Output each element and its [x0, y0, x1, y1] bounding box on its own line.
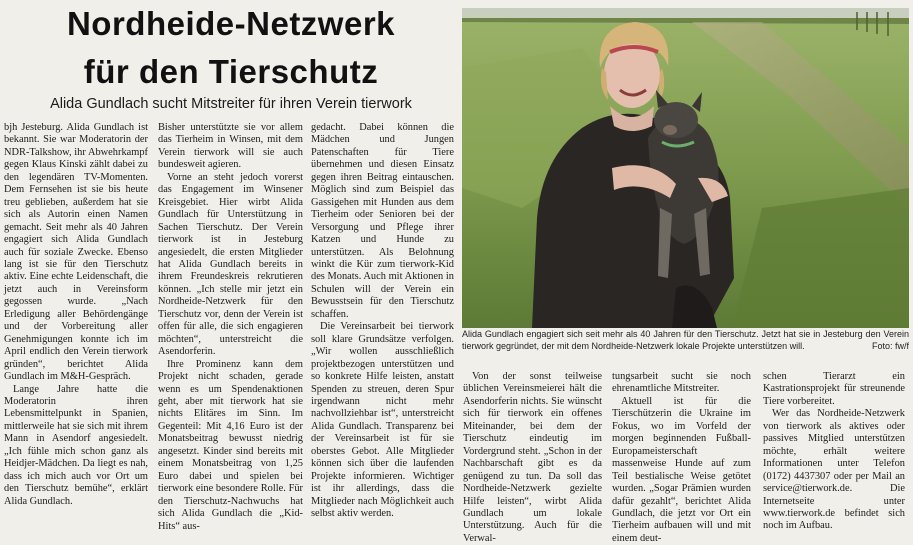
paragraph: Die Vereinsarbeit bei tierwork soll klare Grundsätze verfolgen. „Wir wollen ausschließlich projektbezogen unterstützen und so konkrete Hilfe leisten, anstatt Spenden zu streuen, deren Spur irgendwann nicht mehr nachvollziehbar ist“, unterstreicht Alida Gundlach. Transparenz bei der Vereinsarbeit ist für sie oberstes Gebot. Alle Mitglieder können sich über die laufenden Projekte informieren. Wichtiger ist ihr allerdings, dass die Mitglieder nach Möglichkeit auch selbst aktiv werden.: [311, 321, 454, 520]
photo-caption: [462, 329, 909, 352]
article-photo: [462, 8, 909, 328]
headline-line-1: Nordheide-Netzwerk: [66, 5, 396, 42]
paragraph: Bisher unterstützte sie vor allem das Tierheim in Winsen, mit dem Verein tierwork will sie auch bundesweit agieren.: [158, 122, 303, 171]
paragraph: Vorne an steht jedoch vorerst das Engagement im Winsener Kreisgebiet. Hier wirbt Alida Gundlach für Unterstützung in Sachen Tierschutz. Der Verein tierwork ist in Jesteburg angesiedelt, die ersten Mitglieder hat Alida Gundlach bereits in ihrem Freundeskreis rekrutieren können. „Ich stelle mir jetzt ein Nordheide-Netzwerk für den Tierschutz vor, denn der Verein ist offen für alle, die sich engagieren möchten“, unterstreicht die Asendorferin.: [158, 171, 303, 358]
photo-woman-with-dog: [462, 8, 909, 328]
paragraph: Ihre Prominenz kann dem Projekt nicht schaden, gerade wenn es um Spendenaktionen geht, aber mit tierwork hat sie nichts Elitäres im Sinn. Im Gegenteil: Mit 4,16 Euro ist der Monatsbeitrag bewusst niedrig angesetzt. Kinder sind bereits mit einem Monatsbeitrag von 1,25 Euro dabei und spielen bei tierwork eine besondere Rolle. Für den Tierschutz-Nachwuchs hat sich Alida Gundlach die „Kid-Hits“ aus-: [158, 358, 303, 532]
paragraph: tungsarbeit sucht sie noch ehrenamtliche Mitstreiter.: [612, 371, 751, 395]
article-column-4: [463, 371, 602, 544]
headline-line-2: für den Tierschutz: [83, 53, 379, 90]
paragraph: Lange Jahre hatte die Moderatorin ihren Lebensmittelpunkt in Spanien, mittlerweile hat sie sich mit ihrem Mann in Asendorf angesiedelt. „Ich fühle mich schon ganz als Heidjer-Mädchen. Da liegt es nah, dass ich mich auch vor Ort um den Tierschutz bemühe“, erklärt Alida Gundlach.: [4, 383, 148, 507]
article-column-1: [4, 122, 148, 537]
paragraph: Wer das Nordheide-Netzwerk von tierwork als aktives oder passives Mitglied unterstützen möchte, erhält weitere Informationen unter Telefon (0172) 4437307 oder per Mail an service@tierwork.de. Die Internetseite unter www.tierwork.de befindet sich noch im Aufbau.: [763, 408, 905, 532]
paragraph: Aktuell ist für die Tierschützerin die Ukraine im Fokus, wo im Vorfeld der morgen beginnenden Fußball-Europameisterschaft massenweise Hunde auf zum Teil bestialische Weise getötet wurden. „Sogar Prämien wurden dafür gezahlt“, berichtet Alida Gundlach, die jetzt vor Ort ein Tierheim aufbauen will und mit einem deut-: [612, 395, 751, 544]
photo-credit: Foto: fw/f: [871, 340, 909, 351]
article-column-3: [311, 122, 454, 537]
article-column-5: [612, 371, 751, 544]
subheadline: Alida Gundlach sucht Mitstreiter für ihren Verein tierwork: [50, 96, 412, 112]
article-column-2: [158, 122, 303, 537]
paragraph: bjh Jesteburg. Alida Gundlach ist bekannt. Sie war Moderatorin der NDR-Talkshow, ihr Abwehrkampf gegen Klaus Kinski zählt dabei zu den legendären TV-Momenten. Dem Fernsehen ist sie bis heute treu geblieben, außerdem hat sie sich als Autorin einen Namen gemacht. Seit mehr als 40 Jahren engagiert sich Alida Gundlach auch für soziale Zwecke. Ebenso lang ist sie für den Tierschutz aktiv. Eine echte Leidenschaft, die jetzt auch in Vereinsform gegossen wurde. „Nach Erledigung aller Behördengänge und der Vorbereitung aller Genehmigungen konnte ich im April endlich den Verein tierwork gründen“, berichtet Alida Gundlach im M&H-Gespräch.: [4, 122, 148, 383]
paragraph: gedacht. Dabei können die Mädchen und Jungen Patenschaften für Tiere übernehmen und diesen Einsatz gegen ihren Beitrag eintauschen. Möglich sind zum Beispiel das Gassigehen mit Hunden aus dem Tierheim oder Senioren bei der Versorgung und Pflege ihrer Katzen und Hunde zu unterstützen. Als Belohnung winkt die Kür zum tierwork-Kid des Monats. Auch mit Aktionen in Schulen will der Verein ein Bewusstsein für den Tierschutz schaffen.: [311, 122, 454, 320]
paragraph: schen Tierarzt ein Kastrationsprojekt für streunende Tiere vorbereitet.: [763, 371, 905, 407]
article-column-6: [763, 371, 905, 537]
caption-text: Alida Gundlach engagiert sich seit mehr als 40 Jahren für den Tierschutz. Jetzt hat sie in Jesteburg den Verein tierwork gegründet, der mit dem Nordheide-Netzwerk lokale Projekte unterstützen will.: [462, 329, 909, 351]
paragraph: Von der sonst teilweise üblichen Vereinsmeierei hält die Asendorferin nichts. Sie wünscht sich für tierwork ein offenes Miteinander, bei dem der Tierschutz eindeutig im Vordergrund steht. „Schon in der Nachbarschaft gibt es da genügend zu tun. Da soll das Nordheide-Netzwerk gezielte Hilfe leisten“, wirbt Alida Gundlach um lokale Unterstützung. Auch für die Verwal-: [463, 371, 602, 544]
